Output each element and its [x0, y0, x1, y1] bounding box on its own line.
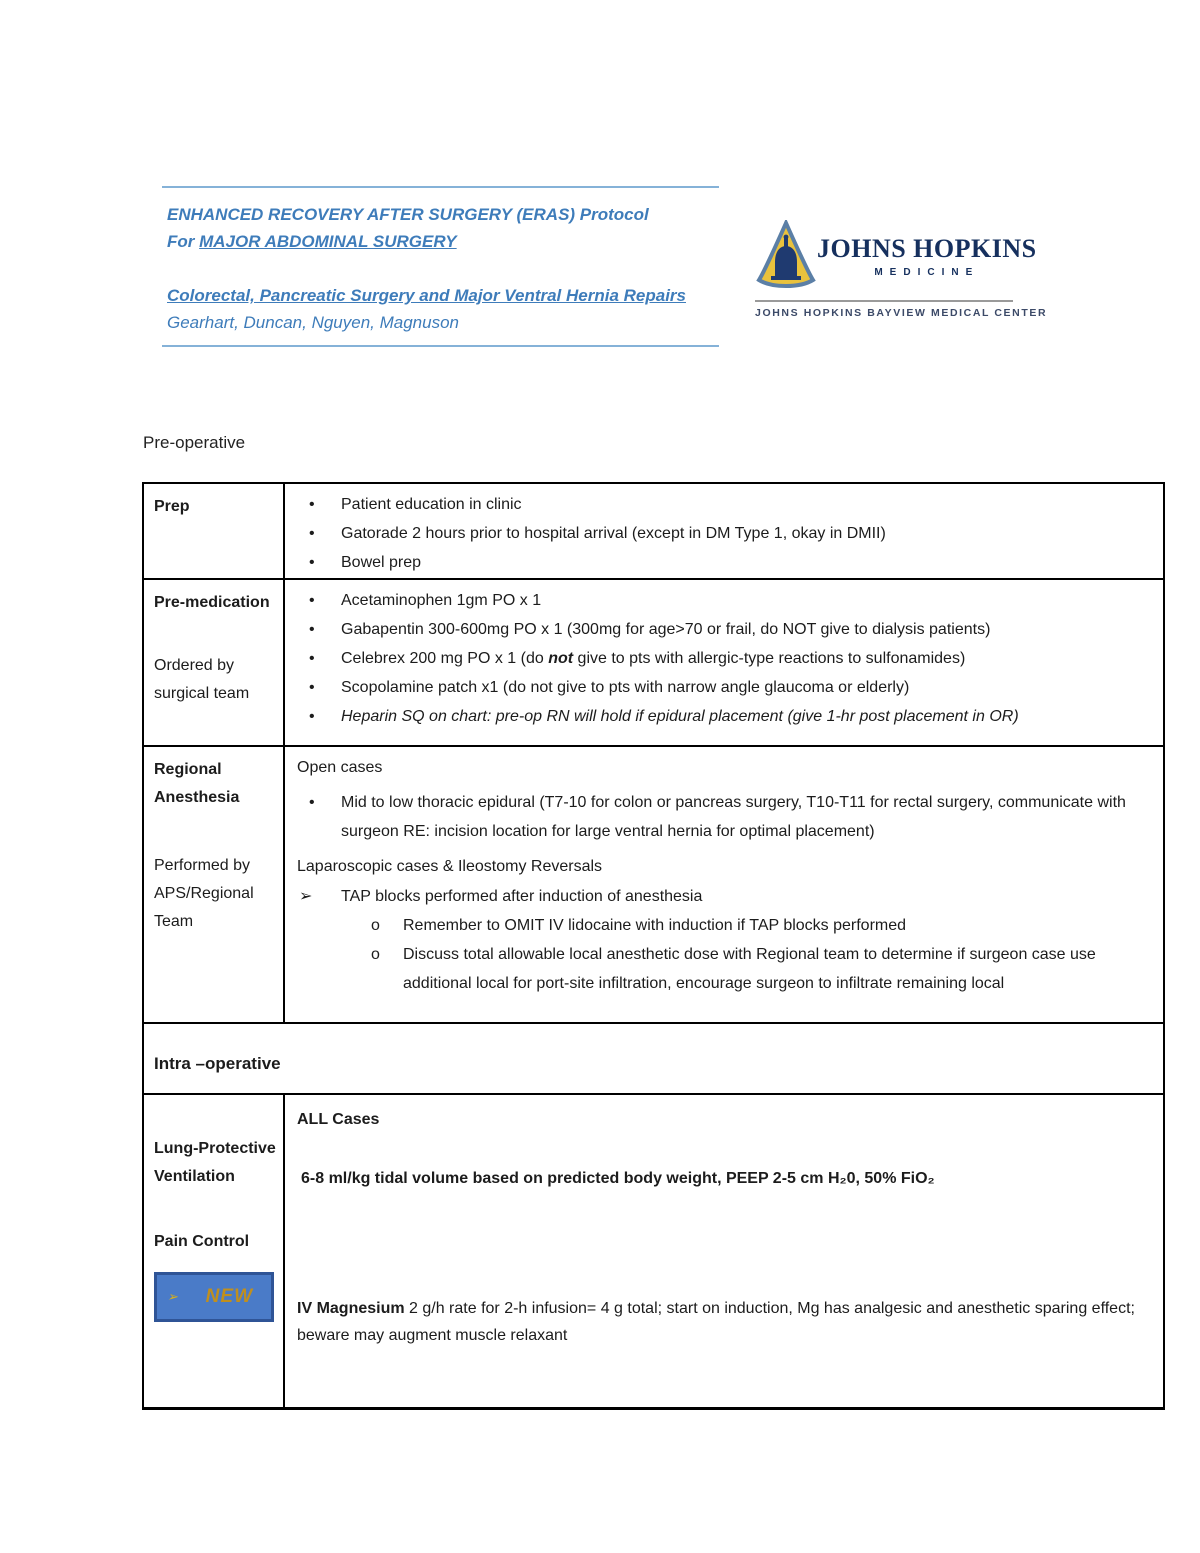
- bullet-icon: •: [309, 592, 315, 609]
- list-item-text: Gabapentin 300-600mg PO x 1 (300mg for age>70 or frail, do NOT give to dialysis patients): [341, 621, 991, 638]
- list-item-text: Scopolamine patch x1 (do not give to pts with narrow angle glaucoma or elderly): [341, 679, 910, 696]
- title-line-2-underlined: MAJOR ABDOMINAL SURGERY: [199, 232, 457, 251]
- new-badge-label: NEW: [205, 1286, 253, 1307]
- bullet-icon: •: [309, 794, 315, 811]
- title-line-2-prefix: For: [167, 232, 200, 251]
- sub-list-item: [297, 940, 1151, 998]
- prep-label: Prep: [154, 498, 190, 515]
- logo-name: JOHNS HOPKINS: [817, 234, 1037, 263]
- authors: Gearhart, Duncan, Nguyen, Magnuson: [167, 313, 460, 332]
- bullet-icon: •: [309, 708, 315, 725]
- johns-hopkins-logo: [755, 220, 1048, 319]
- document-header: [167, 201, 727, 336]
- list-item: [297, 586, 1151, 615]
- list-item-text: Patient education in clinic: [341, 496, 522, 513]
- laparoscopic-heading: Laparoscopic cases & Ileostomy Reversals: [297, 858, 603, 875]
- list-item-text: TAP blocks performed after induction of anesthesia: [341, 888, 703, 905]
- list-item: [297, 615, 1151, 644]
- premedication-content-cell: [285, 580, 1163, 745]
- list-item-text: Acetaminophen 1gm PO x 1: [341, 592, 542, 609]
- preoperative-section-label: Pre-operative: [143, 433, 246, 452]
- list-item: [297, 519, 1151, 548]
- list-item-text: Bowel prep: [341, 554, 422, 571]
- premedication-sublabel: Ordered by surgical team: [154, 657, 250, 702]
- title-line-2: [167, 228, 727, 255]
- bullet-icon: •: [309, 650, 315, 667]
- table-row-regional-anesthesia: [144, 747, 1163, 1024]
- regional-content-cell: [285, 747, 1163, 1022]
- list-item-text: [341, 644, 1151, 673]
- prep-label-cell: [144, 484, 285, 578]
- list-item: [297, 673, 1151, 702]
- bullet-icon: •: [309, 554, 315, 571]
- logo-medicine: MEDICINE: [874, 267, 980, 278]
- subtitle: Colorectal, Pancreatic Surgery and Major Ventral Hernia Repairs: [167, 286, 686, 305]
- title-line-1: ENHANCED RECOVERY AFTER SURGERY (ERAS) Protocol: [167, 205, 649, 224]
- intraop-label-cell: [144, 1095, 285, 1407]
- intraoperative-section-label: Intra –operative: [154, 1054, 281, 1073]
- list-item: [297, 702, 1151, 731]
- bullet-icon: •: [309, 679, 315, 696]
- header-rule-bottom: [162, 345, 719, 347]
- circle-bullet-icon: o: [371, 946, 380, 963]
- pain-control-label: Pain Control: [154, 1233, 250, 1250]
- premedication-label-cell: [144, 580, 285, 745]
- celebrex-text-emphasis: not: [548, 650, 574, 667]
- celebrex-text-post: give to pts with allergic-type reactions to sulfonamides): [573, 650, 966, 667]
- dome-shield-icon: [755, 220, 817, 292]
- protocol-table: [142, 482, 1165, 1410]
- magnesium-text: [297, 1295, 1151, 1349]
- logo-center-name: JOHNS HOPKINS BAYVIEW MEDICAL CENTER: [755, 307, 1048, 319]
- premedication-label: Pre-medication: [154, 594, 270, 611]
- open-cases-heading: Open cases: [297, 759, 383, 776]
- sub-list-item-text: Remember to OMIT IV lidocaine with induction if TAP blocks performed: [403, 917, 907, 934]
- logo-wordmark: [817, 234, 1037, 278]
- table-row-intraoperative-content: [144, 1095, 1163, 1407]
- list-item: [297, 882, 1151, 911]
- magnesium-text-rest: 2 g/h rate for 2-h infusion= 4 g total; start on induction, Mg has analgesic and anesthetic sparing effect; beware may augment muscle relaxant: [297, 1300, 1135, 1344]
- list-item-text: Gatorade 2 hours prior to hospital arrival (except in DM Type 1, okay in DMII): [341, 525, 886, 542]
- bullet-icon: •: [309, 496, 315, 513]
- bullet-icon: •: [309, 525, 315, 542]
- all-cases-heading: ALL Cases: [297, 1111, 380, 1128]
- list-item: [297, 788, 1151, 846]
- list-item: [297, 490, 1151, 519]
- arrow-bullet-icon: ➢: [299, 888, 313, 905]
- list-item: [297, 644, 1151, 673]
- table-row-premedication: [144, 580, 1163, 747]
- regional-label-cell: [144, 747, 285, 1022]
- prep-content-cell: [285, 484, 1163, 578]
- list-item-text: Mid to low thoracic epidural (T7-10 for colon or pancreas surgery, T10-T11 for rectal surgery, communicate with surgeon RE: incision location for large ventral hernia for optimal placement): [341, 794, 1126, 840]
- table-row-prep: [144, 484, 1163, 580]
- lung-protective-ventilation-label: Lung-Protective Ventilation: [154, 1140, 276, 1185]
- celebrex-text-pre: Celebrex 200 mg PO x 1 (do: [341, 650, 549, 667]
- sub-list-item: [297, 911, 1151, 940]
- circle-bullet-icon: o: [371, 917, 380, 934]
- regional-sublabel: Performed by APS/Regional Team: [154, 857, 254, 930]
- sub-list-item-text: Discuss total allowable local anesthetic dose with Regional team to determine if surgeon case use additional local for port-site infiltration, encourage surgeon to infiltrate remaining local: [403, 946, 1096, 992]
- bullet-icon: •: [309, 621, 315, 638]
- ventilation-text: 6-8 ml/kg tidal volume based on predicted body weight, PEEP 2-5 cm H₂0, 50% FiO₂: [301, 1170, 935, 1187]
- list-item: [297, 548, 1151, 577]
- logo-top: [755, 220, 1037, 292]
- arrow-bullet-icon: ➢: [167, 1289, 178, 1304]
- logo-divider: [755, 300, 1013, 302]
- magnesium-text-bold: IV Magnesium: [297, 1300, 405, 1317]
- table-row-intraoperative-header: [144, 1024, 1163, 1095]
- intraop-content-cell: [285, 1095, 1163, 1407]
- new-badge: [154, 1272, 274, 1322]
- header-rule-top: [162, 186, 719, 188]
- list-item-text: Heparin SQ on chart: pre-op RN will hold if epidural placement (give 1-hr post placement in OR): [341, 708, 1019, 725]
- regional-label: Regional Anesthesia: [154, 761, 240, 806]
